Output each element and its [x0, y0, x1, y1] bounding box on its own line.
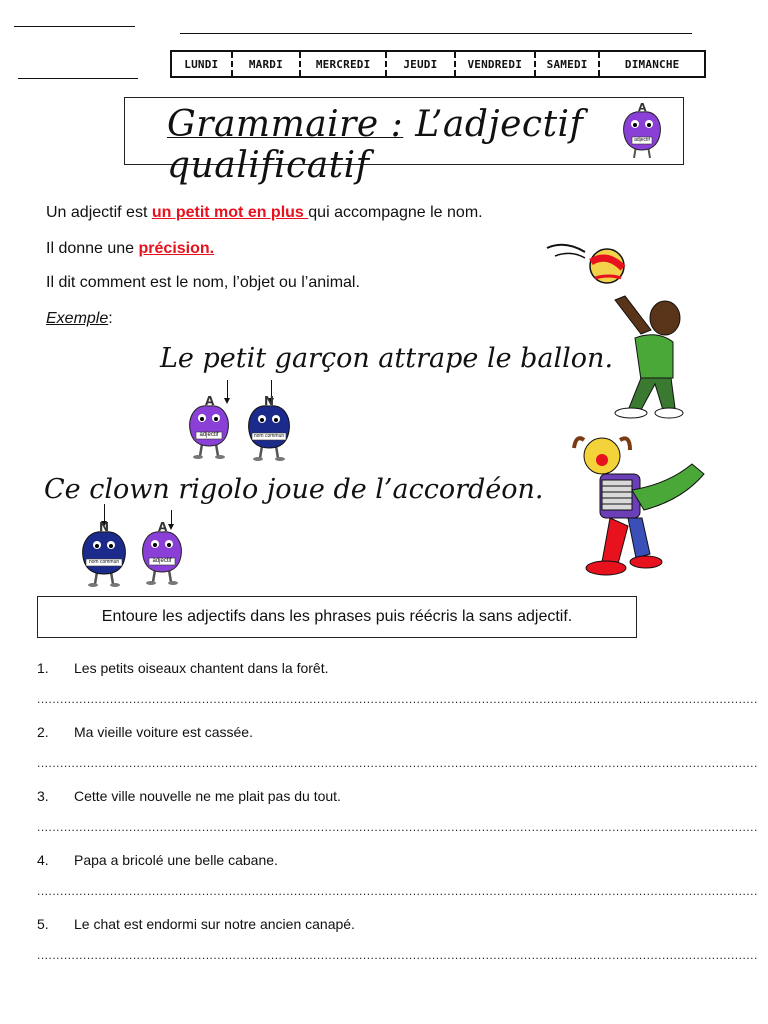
- monster-label: nom commun: [253, 433, 285, 439]
- answer-line-3[interactable]: ............................................................................................................................................................................................: [37, 820, 758, 834]
- clown-illustration: [572, 434, 712, 582]
- example-word: Exemple: [46, 310, 109, 327]
- day-monday[interactable]: LUNDI: [172, 52, 233, 76]
- answer-line-1[interactable]: ............................................................................................................................................................................................: [37, 692, 758, 706]
- example-sentence-1: Le petit garçon attrape le ballon.: [160, 343, 614, 374]
- item-sentence: Cette ville nouvelle ne me plait pas du tout.: [74, 788, 341, 804]
- adjective-monster-icon: [139, 520, 185, 586]
- answer-line-5[interactable]: ............................................................................................................................................................................................: [37, 948, 758, 962]
- mascot-letter: A: [638, 101, 647, 114]
- lesson-line-1: [46, 204, 483, 222]
- days-of-week: [170, 50, 706, 78]
- example-label: [46, 310, 113, 328]
- exercise-item-4: [37, 852, 278, 868]
- item-sentence: Le chat est endormi sur notre ancien canapé.: [74, 916, 355, 932]
- monster-letter: N: [264, 394, 275, 408]
- arrow-adjective-2: [171, 510, 172, 524]
- lesson-line-2: [46, 240, 214, 258]
- day-friday[interactable]: VENDREDI: [456, 52, 536, 76]
- exercise-item-5: [37, 916, 355, 932]
- example-sentence-2: Ce clown rigolo joue de l’accordéon.: [44, 474, 544, 505]
- lesson-line-3: Il dit comment est le nom, l’objet ou l’animal.: [46, 274, 360, 291]
- item-number: 2.: [37, 724, 49, 740]
- monster-letter: A: [205, 394, 215, 408]
- noun-monster-icon: [244, 394, 294, 462]
- title-main: L’adjectif qualificatif: [167, 104, 584, 186]
- instruction-text: Entoure les adjectifs dans les phrases puis réécris la sans adjectif.: [101, 608, 573, 625]
- item-sentence: Les petits oiseaux chantent dans la forêt.: [74, 660, 329, 676]
- name-line: [14, 26, 135, 27]
- noun-monster-icon: [78, 520, 130, 588]
- line1-start: Un adjectif est: [46, 204, 152, 221]
- day-sunday[interactable]: DIMANCHE: [624, 57, 680, 71]
- example-colon: :: [108, 310, 113, 327]
- exercise-item-2: [37, 724, 253, 740]
- mascot-label: adjectif: [634, 137, 650, 143]
- item-number: 1.: [37, 660, 49, 676]
- page-title: [167, 104, 683, 186]
- title-prefix: Grammaire :: [167, 104, 404, 145]
- day-tuesday[interactable]: MARDI: [233, 52, 301, 76]
- boy-ball-illustration: [545, 238, 695, 423]
- item-number: 4.: [37, 852, 49, 868]
- line2-highlight: précision.: [138, 240, 215, 257]
- line2-start: Il donne une: [46, 240, 139, 257]
- title-line: [180, 33, 692, 34]
- day-wednesday[interactable]: MERCREDI: [301, 52, 387, 76]
- exercise-instruction: [37, 596, 637, 638]
- item-sentence: Papa a bricolé une belle cabane.: [74, 852, 278, 868]
- monster-letter: A: [158, 520, 168, 534]
- monster-label: adjectif: [152, 558, 172, 564]
- monster-letter: N: [99, 520, 110, 534]
- arrow-adjective-1: [227, 380, 228, 398]
- exercise-item-1: [37, 660, 329, 676]
- item-number: 5.: [37, 916, 49, 932]
- arrow-noun-2: [104, 504, 105, 521]
- title-box: [124, 97, 684, 186]
- adjective-monster-icon: [186, 394, 232, 460]
- item-sentence: Ma vieille voiture est cassée.: [74, 724, 253, 740]
- date-line: [18, 78, 138, 79]
- adjective-mascot-icon: [620, 101, 664, 162]
- answer-line-4[interactable]: ............................................................................................................................................................................................: [37, 884, 758, 898]
- answer-line-2[interactable]: ............................................................................................................................................................................................: [37, 756, 758, 770]
- item-number: 3.: [37, 788, 49, 804]
- exercise-item-3: [37, 788, 341, 804]
- line1-end: qui accompagne le nom.: [308, 204, 483, 221]
- line1-highlight: un petit mot en plus: [151, 204, 309, 221]
- monster-label: nom commun: [88, 559, 120, 565]
- day-saturday[interactable]: SAMEDI: [536, 52, 601, 76]
- day-thursday[interactable]: JEUDI: [387, 52, 455, 76]
- monster-label: adjectif: [199, 432, 219, 438]
